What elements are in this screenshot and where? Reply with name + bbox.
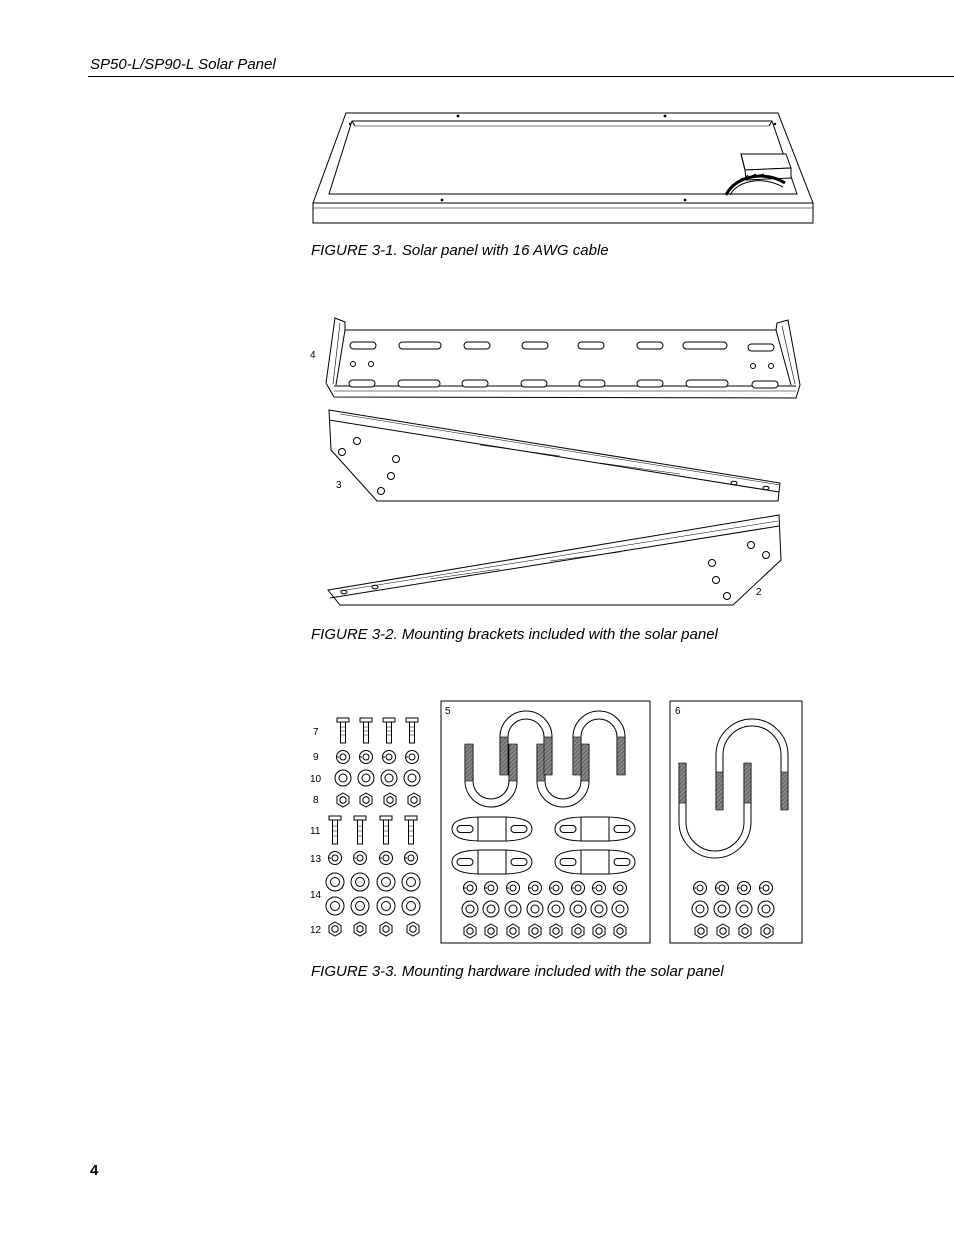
label-part-14: 14 [310, 890, 322, 901]
label-part-9: 9 [313, 752, 319, 763]
running-header: SP50-L/SP90-L Solar Panel [90, 56, 276, 73]
label-part-11: 11 [310, 826, 321, 837]
page-number: 4 [90, 1162, 99, 1179]
hardware-kit-6 [670, 701, 802, 943]
loose-hardware [326, 718, 420, 936]
figure-3-1-caption: FIGURE 3-1. Solar panel with 16 AWG cable [311, 242, 609, 259]
figure-3-2-caption: FIGURE 3-2. Mounting brackets included with the solar panel [311, 626, 718, 643]
label-part-5: 5 [445, 706, 451, 717]
label-part-2: 2 [756, 587, 762, 598]
label-part-6: 6 [675, 706, 681, 717]
label-part-12: 12 [310, 925, 322, 936]
label-part-10: 10 [310, 774, 322, 785]
hardware-kit-5 [441, 701, 650, 943]
label-part-4: 4 [310, 350, 316, 361]
label-part-3: 3 [336, 480, 342, 491]
label-part-7: 7 [313, 727, 319, 738]
figure-3-3-caption: FIGURE 3-3. Mounting hardware included with the solar panel [311, 963, 724, 980]
label-part-8: 8 [313, 795, 319, 806]
label-part-13: 13 [310, 854, 322, 865]
